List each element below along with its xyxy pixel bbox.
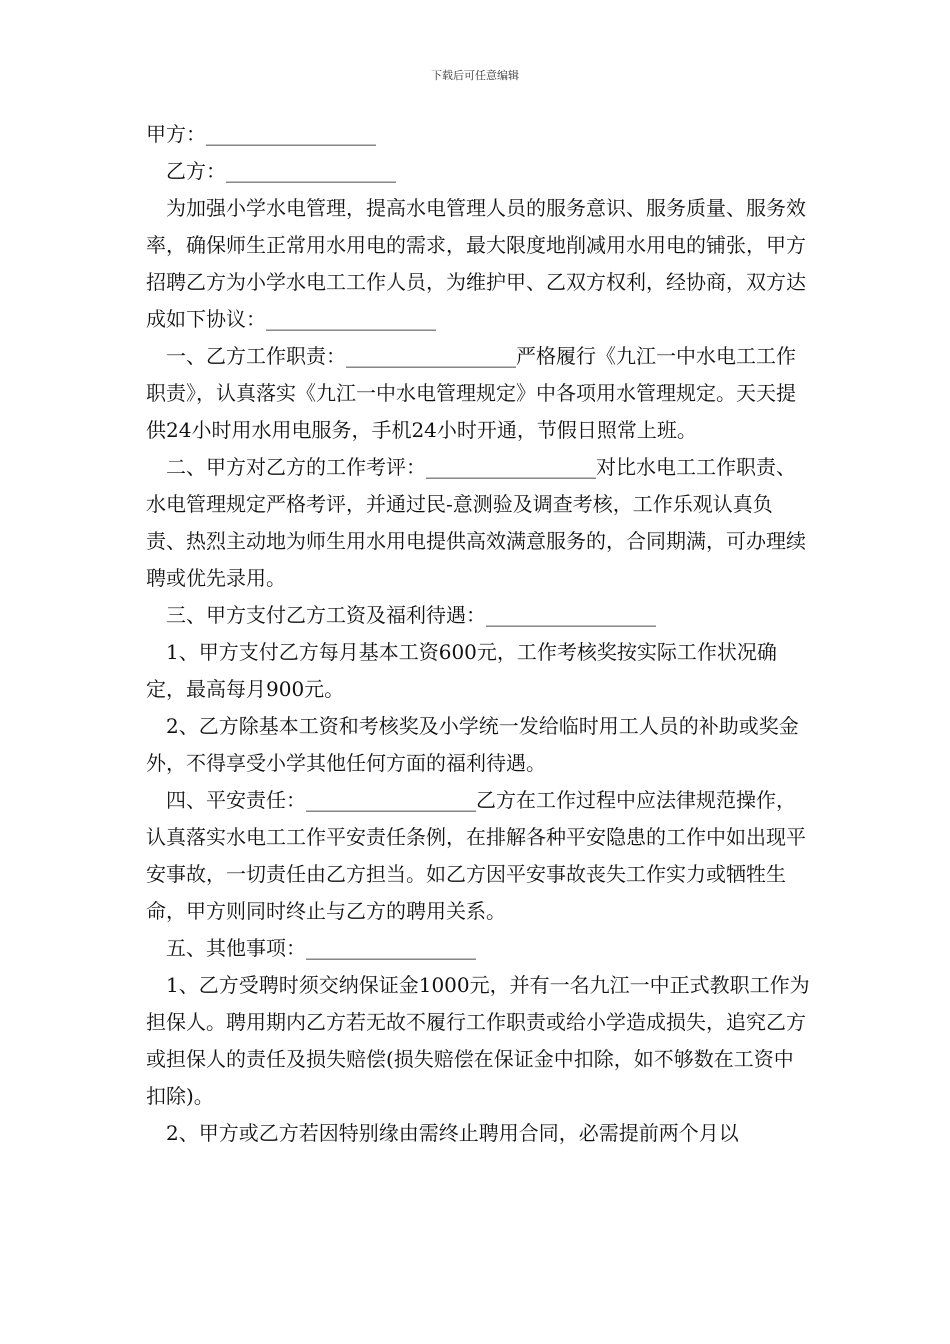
paragraph-section-1: 一、乙方工作职责：_________________严格履行《九江一中水电工工作职责》，认真落实《九江一中水电管理规定》中各项用水管理规定。天天提供24小时用水用电服务，手机24小时开通，节假日照常上班。: [146, 344, 796, 442]
paragraph-section-2: 二、甲方对乙方的工作考评：_________________对比水电工工作职责、水电管理规定严格考评，并通过民-意测验及调查考核，工作乐观认真负责、热烈主动地为师生用水用电提供高效满意服务的，合同期满，可办理续聘或优先录用。: [146, 455, 806, 590]
paragraph-party-a: 甲方：_________________: [146, 122, 376, 146]
paragraph-preamble: 为加强小学水电管理，提高水电管理人员的服务意识、服务质量、服务效率，确保师生正常用水用电的需求，最大限度地削减用水用电的铺张，甲方招聘乙方为小学水电工工作人员，为维护甲、乙双方权利，经协商，双方达成如下协议：_________________: [146, 196, 806, 331]
paragraph-section-4: 四、平安责任：_________________乙方在工作过程中应法律规范操作，认真落实水电工工作平安责任条例，在排解各种平安隐患的工作中如出现平安事故，一切责任由乙方担当。如乙方因平安事故丧失工作实力或牺牲生命，甲方则同时终止与乙方的聘用关系。: [146, 788, 806, 923]
paragraph-section-3: 三、甲方支付乙方工资及福利待遇：_________________: [146, 603, 656, 627]
paragraph-section-5-item-2: 2、甲方或乙方若因特别缘由需终止聘用合同，必需提前两个月以: [146, 1121, 739, 1145]
page-header: 下载后可任意编辑: [431, 69, 519, 82]
document-body: [146, 116, 810, 1152]
paragraph-section-5-item-1: 1、乙方受聘时须交纳保证金1000元，并有一名九江一中正式教职工作为担保人。聘用期内乙方若无故不履行工作职责或给小学造成损失，追究乙方或担保人的责任及损失赔偿(损失赔偿在保证金中扣除，如不够数在工资中扣除)。: [146, 973, 810, 1108]
paragraph-section-3-item-2: 2、乙方除基本工资和考核奖及小学统一发给临时用工人员的补助或奖金外，不得享受小学其他任何方面的福利待遇。: [146, 714, 799, 775]
paragraph-section-5: 五、其他事项：_________________: [146, 936, 476, 960]
paragraph-section-3-item-1: 1、甲方支付乙方每月基本工资600元，工作考核奖按实际工作状况确定，最高每月900元。: [146, 640, 777, 701]
paragraph-party-b: 乙方：_________________: [146, 159, 396, 183]
